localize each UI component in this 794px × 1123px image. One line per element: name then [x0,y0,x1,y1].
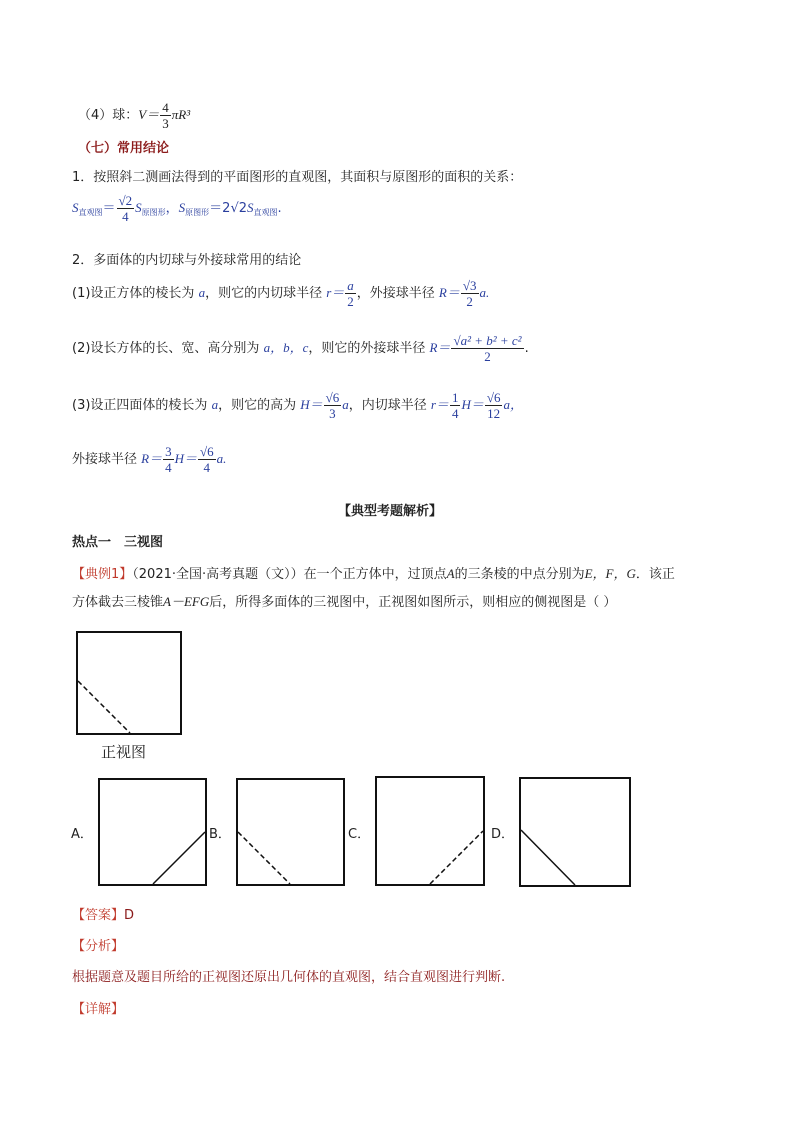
frac-num: √3 [462,278,477,293]
frac-num: √2 [118,193,133,208]
option-c-figure[interactable] [375,776,485,886]
sphere-formula: V＝ [138,107,160,122]
text: (3)设正四面体的棱长为 [72,398,212,413]
var-R: R＝ [438,285,460,300]
sphere-rest: πR³ [171,107,191,122]
var-EFG: E，F，G [584,566,636,581]
tetra-outer-line [72,444,226,475]
var-R: R＝ [141,451,163,466]
analysis-text: 根据题意及题目所给的正视图还原出几何体的直观图，结合直观图进行判断. [72,970,506,985]
text: ，则它的外接球半径 [308,341,430,356]
fraction-sqrt6-12 [485,390,503,421]
var-r: r＝ [430,397,449,412]
frac-den: 3 [162,116,169,131]
frac-den: 2 [347,294,354,309]
s-var: S [247,200,254,215]
text: ，则它的内切球半径 [205,286,327,301]
var-a: a [342,397,349,412]
frac-num: a [347,278,354,293]
fraction-sqrt2-4 [117,193,135,224]
end: . [277,201,282,216]
answer-label: 【答案】 [72,908,125,923]
text: （2021·全国·高考真题（文））在一个正方体中，过顶点 [132,567,447,582]
text: (2)设长方体的长、宽、高分别为 [72,341,264,356]
var-H: H＝ [174,451,197,466]
front-view-figure [76,631,182,735]
text: 后，所得多面体的三视图中，正视图如图所示，则相应的侧视图是（ ） [209,595,617,610]
var-H: H＝ [300,397,323,412]
sphere-volume-line [78,100,190,131]
analysis-label: 【分析】 [72,939,125,954]
text: ，内切球半径 [348,398,431,413]
var-r: r＝ [326,285,345,300]
fraction-1-4 [450,390,461,421]
example-line-2 [72,591,616,610]
var-abc: a，b，c [263,340,309,355]
text: ．该正 [635,567,675,582]
text: 的三条棱的中点分别为 [454,567,585,582]
text: 方体截去三棱锥 [72,595,164,610]
frac-den: 4 [165,460,172,475]
fraction-sqrt3-2 [461,278,479,309]
item-2-text: 2．多面体的内切球与外接球常用的结论 [72,253,302,268]
option-a-label[interactable]: A． [71,827,93,842]
text: 外接球半径 [72,452,142,467]
end: a. [479,285,490,300]
option-d-figure[interactable] [519,777,632,887]
frac-num: √a² + b² + c² [453,333,522,348]
end: a， [503,397,523,412]
frac-den: 2 [484,349,491,364]
frac-num: 4 [162,100,169,115]
area-relation-formula [72,193,282,224]
text: (1)设正方体的棱长为 [72,286,199,301]
answer-line [72,904,134,923]
var-R: R＝ [429,340,451,355]
item-1-text: 1．按照斜二测画法得到的平面图形的直观图，其面积与原图形的面积的关系： [72,170,523,185]
frac-den: 4 [203,460,211,475]
tetra-radius-line [72,390,523,421]
var-A: A [446,566,455,581]
frac-num: √6 [199,444,214,459]
text: ，外接球半径 [356,286,439,301]
s-sub: 直观图 [253,208,278,217]
option-a-figure[interactable] [98,778,208,886]
s-var: S [135,200,142,215]
frac-num: √6 [325,390,340,405]
frac-num: 3 [165,444,172,459]
option-d-label[interactable]: D． [491,827,515,842]
s-var: S [178,200,186,215]
sep: ， [165,201,179,216]
eq: ＝2√2 [209,201,247,216]
frac-den: 2 [466,294,473,309]
fraction-a-2 [345,278,356,309]
example-label: 【典例1】 [72,567,133,582]
var-H: H＝ [461,397,484,412]
cuboid-radius-line [72,333,529,364]
s-sub: 直观图 [78,208,103,217]
frac-den: 12 [487,406,501,421]
fraction-3-4 [163,444,174,475]
frac-num: √6 [486,390,501,405]
var-a: a [211,397,219,412]
fraction-sqrt-sum-2 [451,333,523,364]
fraction-sqrt6-3 [324,390,342,421]
frac-den: 4 [122,209,129,224]
fraction-4-3 [160,100,171,131]
frac-den: 4 [451,406,459,421]
eq: ＝ [102,201,116,216]
text: ，则它的高为 [218,398,301,413]
s-sub: 原图形 [141,208,166,217]
end: . [524,341,529,356]
cube-radius-line [72,278,489,309]
section-heading: 【典型考题解析】 [338,504,443,519]
s-sub: 原图形 [185,208,210,217]
var-a: a [198,285,206,300]
s-var: S [72,200,79,215]
end: a. [216,451,227,466]
front-view-label: 正视图 [101,743,147,761]
fraction-sqrt6-4 [198,444,216,475]
var-pyramid: A－EFG [163,594,210,609]
section-7-title: （七）常用结论 [78,141,170,156]
frac-num: 1 [451,390,459,405]
detail-label: 【详解】 [72,1002,125,1017]
option-c-label[interactable]: C． [348,827,371,842]
hot-topic-title: 热点一 三视图 [72,535,164,550]
option-b-label[interactable]: B． [209,827,231,842]
frac-den: 3 [329,406,336,421]
answer-value: D [124,908,135,923]
example-line-1 [72,563,675,582]
option-b-figure[interactable] [236,778,346,886]
sphere-prefix: （4）球： [78,108,139,123]
